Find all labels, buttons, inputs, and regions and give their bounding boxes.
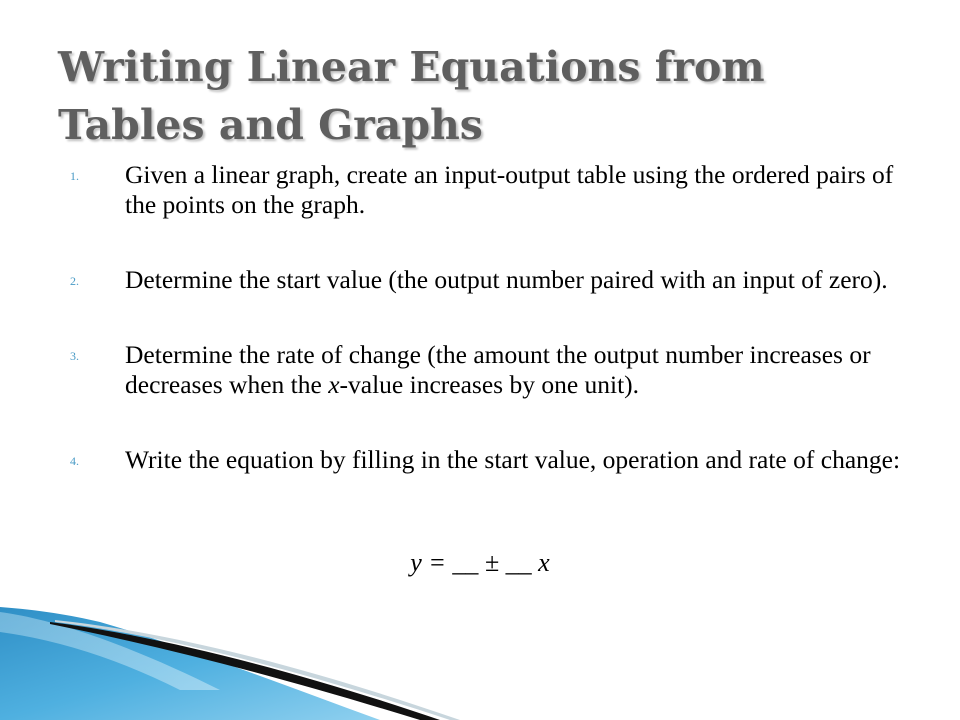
step-text-variable: x bbox=[328, 370, 340, 399]
step-number: 1. bbox=[70, 169, 79, 183]
step-text-after: -value increases by one unit). bbox=[339, 370, 640, 399]
step-number: 2. bbox=[70, 274, 79, 288]
equation-template: y = __ ± __ x bbox=[410, 548, 550, 577]
step-text: Determine the start value (the output number paired with an input of zero). bbox=[125, 265, 888, 294]
step-number: 3. bbox=[70, 349, 79, 363]
step-text: Given a linear graph, create an input-output table using the ordered pairs of the points on the graph. bbox=[125, 160, 894, 219]
step-text: Write the equation by filling in the start value, operation and rate of change: bbox=[125, 445, 901, 474]
step-text-before: Determine the rate of change (the amount the output number increases or decreases when the bbox=[125, 340, 871, 399]
step-number: 4. bbox=[70, 454, 79, 468]
slide-title: Writing Linear Equations from Tables and Graphs bbox=[58, 43, 765, 149]
